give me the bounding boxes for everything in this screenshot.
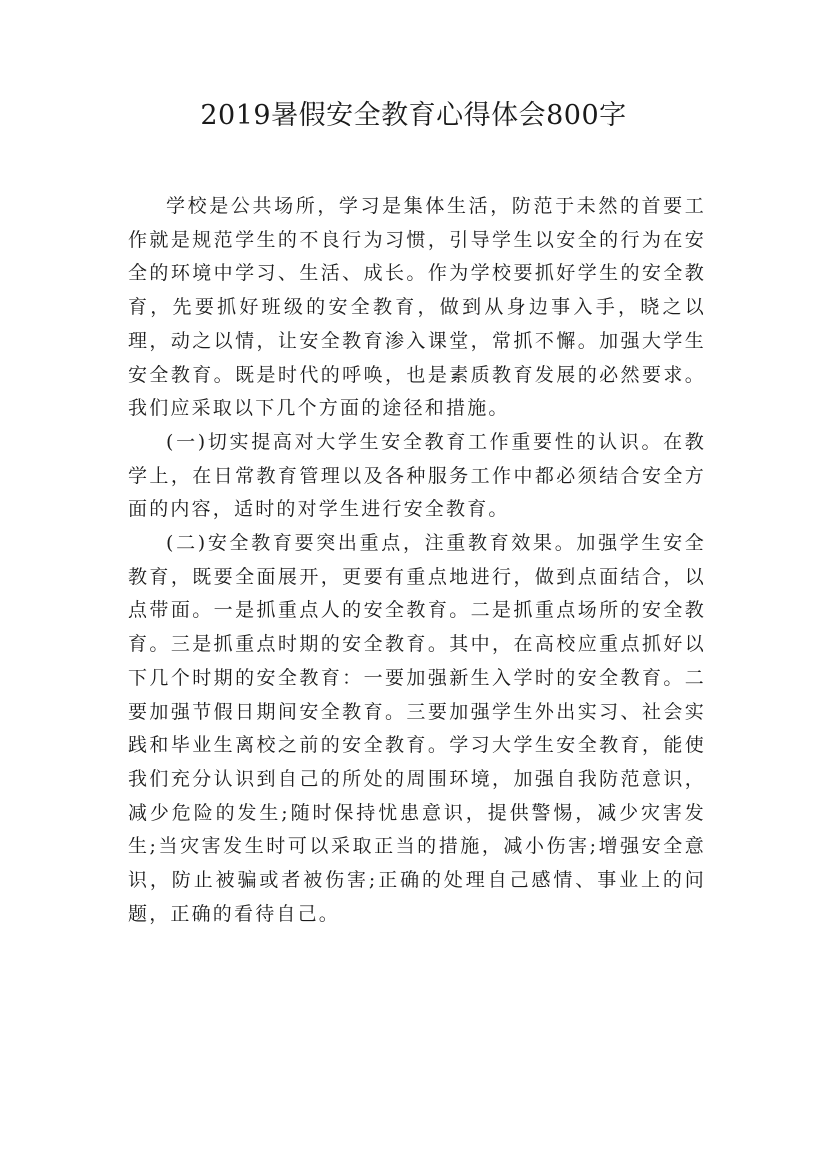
document-title: 2019暑假安全教育心得体会800字 <box>200 100 627 131</box>
document-body <box>128 190 706 931</box>
paragraph-point-two: (二)安全教育要突出重点，注重教育效果。加强学生安全教育，既要全面展开，更要有重点地进行，做到点面结合，以点带面。一是抓重点人的安全教育。二是抓重点场所的安全教育。三是抓重点时期的安全教育。其中，在高校应重点抓好以下几个时期的安全教育：一要加强新生入学时的安全教育。二要加强节假日期间安全教育。三要加强学生外出实习、社会实践和毕业生离校之前的安全教育。学习大学生安全教育，能使我们充分认识到自己的所处的周围环境，加强自我防范意识，减少危险的发生;随时保持忧患意识，提供警惕，减少灾害发生;当灾害发生时可以采取正当的措施，减小伤害;增强安全意识，防止被骗或者被伤害;正确的处理自己感情、事业上的问题，正确的看待自己。 <box>128 532 706 925</box>
paragraph-point-one: (一)切实提高对大学生安全教育工作重要性的认识。在教学上，在日常教育管理以及各种服务工作中都必须结合安全方面的内容，适时的对学生进行安全教育。 <box>128 430 706 521</box>
paragraph-intro: 学校是公共场所，学习是集体生活，防范于未然的首要工作就是规范学生的不良行为习惯，引导学生以安全的行为在安全的环境中学习、生活、成长。作为学校要抓好学生的安全教育，先要抓好班级的安全教育，做到从身边事入手，晓之以理，动之以情，让安全教育渗入课堂，常抓不懈。加强大学生安全教育。既是时代的呼唤，也是素质教育发展的必然要求。我们应采取以下几个方面的途径和措施。 <box>128 195 706 420</box>
